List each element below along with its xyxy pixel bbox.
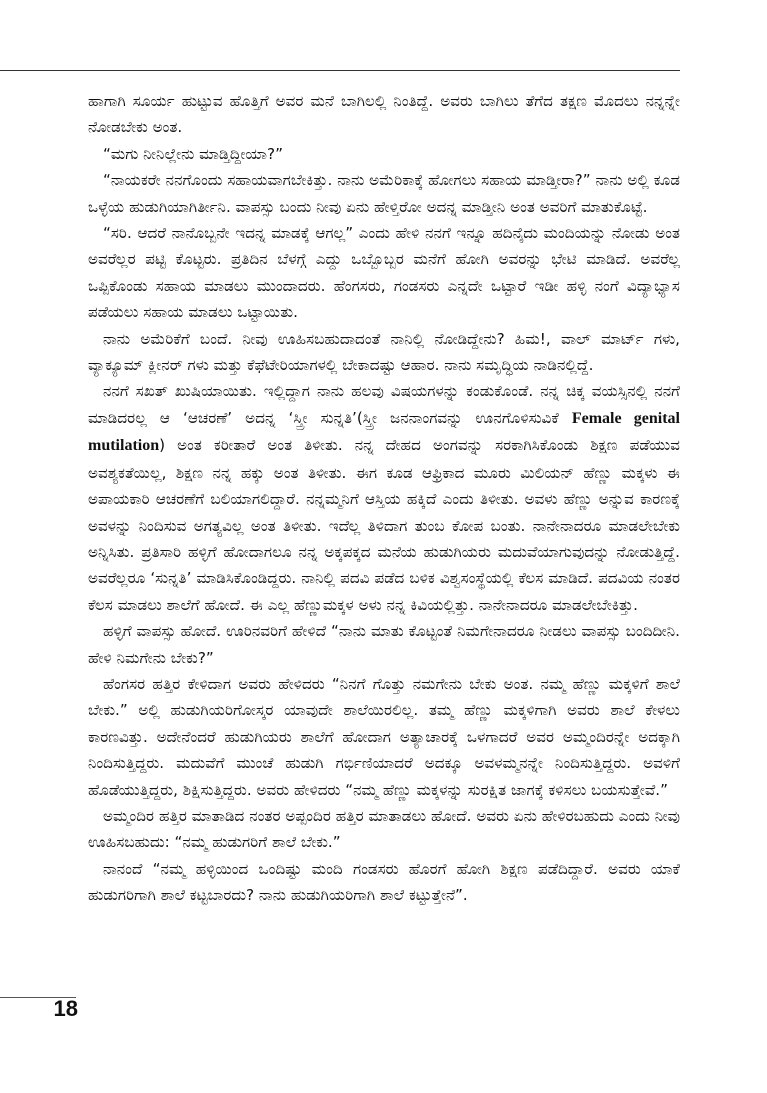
paragraph: ಹಾಗಾಗಿ ಸೂರ್ಯ ಹುಟ್ಟುವ ಹೊತ್ತಿಗೆ ಅವರ ಮನೆ ಬಾಗಿಲಲ್ಲಿ ನಿಂತಿದ್ದೆ. ಅವರು ಬಾಗಿಲು ತೆಗೆದ ತಕ್ಷಣ ಮೊದಲು ನನ್ನನ್ನೇ ನೋಡಬೇಕು ಅಂತ. bbox=[88, 92, 680, 137]
paragraph: ನಾನು ಅಮೆರಿಕೆಗೆ ಬಂದೆ. ನೀವು ಊಹಿಸಬಹುದಾದಂತೆ ನಾನಿಲ್ಲಿ ನೋಡಿದ್ದೇನು? ಹಿಮ!, ವಾಲ್ ಮಾರ್ಟ್ ಗಳು, ವ್ಯಾಕ್ಯೂಮ್ ಕ್ಲೀನರ್ ಗಳು ಮತ್ತು ಕೆಫೆಟೇರಿಯಾಗಳಲ್ಲಿ ಬೇಕಾದಷ್ಟು ಆಹಾರ. ನಾನು ಸಮೃದ್ಧಿಯ ನಾಡಿನಲ್ಲಿದ್ದೆ. bbox=[88, 329, 680, 375]
body-text bbox=[88, 88, 680, 909]
paragraph: ಅಮ್ಮಂದಿರ ಹತ್ತಿರ ಮಾತಾಡಿದ ನಂತರ ಅಪ್ಪಂದಿರ ಹತ್ತಿರ ಮಾತಾಡಲು ಹೋದೆ. ಅವರು ಏನು ಹೇಳಿರಬಹುದು ಎಂದು ನೀವು ಊಹಿಸಬಹುದು: “ನಮ್ಮ ಹುಡುಗರಿಗೆ ಶಾಲೆ ಬೇಕು.” bbox=[88, 806, 680, 852]
paragraph: “ಮಗು ನೀನಿಲ್ಲೇನು ಮಾಡ್ತಿದ್ದೀಯಾ?” bbox=[103, 144, 283, 163]
paragraph: “ಸರಿ. ಆದರೆ ನಾನೊಬ್ಬನೇ ಇದನ್ನ ಮಾಡಕ್ಕೆ ಆಗಲ್ಲ” ಎಂದು ಹೇಳಿ ನನಗೆ ಇನ್ನೂ ಹದಿನೈದು ಮಂದಿಯನ್ನು ನೋಡು ಅಂತ ಅವರೆಲ್ಲರ ಪಟ್ಟಿ ಕೊಟ್ಟರು. ಪ್ರತಿದಿನ ಬೆಳಗ್ಗೆ ಎದ್ದು ಒಬ್ಬೊಬ್ಬರ ಮನೆಗೆ ಹೋಗಿ ಅವರನ್ನು ಭೇಟಿ ಮಾಡಿದೆ. ಅವರೆಲ್ಲ ಒಪ್ಪಿಕೊಂಡು ಸಹಾಯ ಮಾಡಲು ಮುಂದಾದರು. ಹೆಂಗಸರು, ಗಂಡಸರು ಎನ್ನದೇ ಒಟ್ಟಾರೆ ಇಡೀ ಹಳ್ಳಿ ನಂಗೆ ವಿದ್ಯಾಭ್ಯಾಸ ಪಡೆಯಲು ಸಹಾಯ ಮಾಡಲು ಒಟ್ಟಾಯಿತು. bbox=[88, 224, 680, 322]
paragraph-text: ನನಗೆ ಸಖತ್ ಖುಷಿಯಾಯಿತು. ಇಲ್ಲಿದ್ದಾಗ ನಾನು ಹಲವು ವಿಷಯಗಳನ್ನು ಕಂಡುಕೊಂಡೆ. ನನ್ನ ಚಿಕ್ಕ ವಯಸ್ಸಿನಲ್ಲಿ ನನಗೆ ಮಾಡಿದರಲ್ಲ ಆ ‘ಆಚರಣೆ’ ಅದನ್ನ ‘ಸ್ತ್ರೀ ಸುನ್ನತಿ’(ಸ್ತ್ರೀ ಜನನಾಂಗವನ್ನು ಊನಗೊಳಿಸುವಿಕೆ bbox=[88, 382, 680, 427]
header-rule bbox=[0, 70, 680, 71]
paragraph: ಹಳ್ಳಿಗೆ ವಾಪಸ್ಸು ಹೋದೆ. ಊರಿನವರಿಗೆ ಹೇಳಿದೆ “ನಾನು ಮಾತು ಕೊಟ್ಟಂತೆ ನಿಮಗೇನಾದರೂ ನೀಡಲು ವಾಪಸ್ಸು ಬಂದಿದೀನಿ. ಹೇಳಿ ನಿಮಗೇನು ಬೇಕು?” bbox=[88, 622, 680, 667]
paragraph bbox=[88, 378, 680, 618]
paragraph: ನಾನಂದೆ “ನಮ್ಮ ಹಳ್ಳಿಯಿಂದ ಒಂದಿಷ್ಟು ಮಂದಿ ಗಂಡಸರು ಹೊರಗೆ ಹೋಗಿ ಶಿಕ್ಷಣ ಪಡೆದಿದ್ದಾರೆ. ಅವರು ಯಾಕೆ ಹುಡುಗರಿಗಾಗಿ ಶಾಲೆ ಕಟ್ಟಬಾರದು? ನಾನು ಹುಡುಗಿಯರಿಗಾಗಿ ಶಾಲೆ ಕಟ್ಟುತ್ತೇನೆ”. bbox=[88, 859, 680, 905]
paragraph: “ನಾಯಕರೇ ನನಗೊಂದು ಸಹಾಯವಾಗಬೇಕಿತ್ತು. ನಾನು ಅಮೆರಿಕಾಕ್ಕೆ ಹೋಗಲು ಸಹಾಯ ಮಾಡ್ತೀರಾ?” ನಾನು ಅಲ್ಲಿ ಕೂಡ ಒಳ್ಳೆಯ ಹುಡುಗಿಯಾಗಿರ್ತೀನಿ. ವಾಪಸ್ಸು ಬಂದು ನೀವು ಏನು ಹೇಳ್ತಿರೋ ಅದನ್ನ ಮಾಡ್ತೀನಿ ಅಂತ ಅವರಿಗೆ ಮಾತುಕೊಟ್ಟೆ. bbox=[88, 171, 680, 216]
page-number: 18 bbox=[53, 996, 78, 1021]
paragraph-text: ) ಅಂತ ಕರೀತಾರೆ ಅಂತ ತಿಳೀತು. ನನ್ನ ದೇಹದ ಅಂಗವನ್ನು ಸರಕಾಗಿಸಿಕೊಂಡು ಶಿಕ್ಷಣ ಪಡೆಯುವ ಅವಶ್ಯಕತೆಯಿಲ್ಲ, ಶಿಕ್ಷಣ ನನ್ನ ಹಕ್ಕು ಅಂತ ತಿಳೀತು. ಈಗ ಕೂಡ ಆಫ್ರಿಕಾದ ಮೂರು ಮಿಲಿಯನ್ ಹೆಣ್ಣು ಮಕ್ಕಳು ಈ ಅಪಾಯಕಾರಿ ಆಚರಣೆಗೆ ಬಲಿಯಾಗಲಿದ್ದಾರೆ. ನನ್ನಮ್ಮನಿಗೆ ಆಸ್ತಿಯ ಹಕ್ಕಿದೆ ಎಂದು ತಿಳೀತು. ಅವಳು ಹೆಣ್ಣು ಅನ್ನುವ ಕಾರಣಕ್ಕೆ ಅವಳನ್ನು ನಿಂದಿಸುವ ಅಗತ್ಯವಿಲ್ಲ ಅಂತ ತಿಳೀತು. ಇದೆಲ್ಲ ತಿಳಿದಾಗ ತುಂಬ ಕೋಪ ಬಂತು. ನಾನೇನಾದರೂ ಮಾಡಲೇಬೇಕು ಅನ್ನಿಸಿತು. ಪ್ರತಿಸಾರಿ ಹಳ್ಳಿಗೆ ಹೋದಾಗಲೂ ನನ್ನ ಅಕ್ಕಪಕ್ಕದ ಮನೆಯ ಹುಡುಗಿಯರು ಮದುವೆಯಾಗುವುದನ್ನು ನೋಡುತ್ತಿದ್ದೆ. ಅವರೆಲ್ಲರೂ ‘ಸುನ್ನತಿ’ ಮಾಡಿಸಿಕೊಂಡಿದ್ದರು. ನಾನಿಲ್ಲಿ ಪದವಿ ಪಡೆದ ಬಳಿಕ ವಿಶ್ವಸಂಸ್ಥೆಯಲ್ಲಿ ಕೆಲಸ ಮಾಡಿದೆ. ಪದವಿಯ ನಂತರ ಕೆಲಸ ಮಾಡಲು ಶಾಲೆಗೆ ಹೋದೆ. ಈ ಎಲ್ಲ ಹೆಣ್ಣುಮಕ್ಕಳ ಅಳು ನನ್ನ ಕಿವಿಯಲ್ಲಿತ್ತು. ನಾನೇನಾದರೂ ಮಾಡಲೇಬೇಕಿತ್ತು. bbox=[88, 436, 680, 614]
english-term: Female genital mutilation bbox=[88, 409, 681, 455]
paragraph: ಹೆಂಗಸರ ಹತ್ತಿರ ಕೇಳಿದಾಗ ಅವರು ಹೇಳಿದರು “ನಿನಗೆ ಗೊತ್ತು ನಮಗೇನು ಬೇಕು ಅಂತ. ನಮ್ಮ ಹೆಣ್ಣು ಮಕ್ಕಳಿಗೆ ಶಾಲೆ ಬೇಕು.” ಅಲ್ಲಿ ಹುಡುಗಿಯರಿಗೋಸ್ಕರ ಯಾವುದೇ ಶಾಲೆಯಿರಲಿಲ್ಲ. ತಮ್ಮ ಹೆಣ್ಣು ಮಕ್ಕಳಿಗಾಗಿ ಅವರು ಶಾಲೆ ಕೇಳಲು ಕಾರಣವಿತ್ತು. ಅದೇನೆಂದರೆ ಹುಡುಗಿಯರು ಶಾಲೆಗೆ ಹೋದಾಗ ಅತ್ಯಾಚಾರಕ್ಕೆ ಒಳಗಾದರೆ ಅವರ ಅಮ್ಮಂದಿರನ್ನೇ ಅದಕ್ಕಾಗಿ ನಿಂದಿಸುತ್ತಿದ್ದರು. ಮದುವೆಗೆ ಮುಂಚೆ ಹುಡುಗಿ ಗರ್ಭಿಣಿಯಾದರೆ ಅದಕ್ಕೂ ಅವಳಮ್ಮನನ್ನೇ ನಿಂದಿಸುತ್ತಿದ್ದರು. ಅವಳಿಗೆ ಹೊಡೆಯುತ್ತಿದ್ದರು, ಶಿಕ್ಷಿಸುತ್ತಿದ್ದರು. ಅವರು ಹೇಳಿದರು “ನಮ್ಮ ಹೆಣ್ಣು ಮಕ್ಕಳನ್ನು ಸುರಕ್ಷಿತ ಜಾಗಕ್ಕೆ ಕಳಿಸಲು ಬಯಸುತ್ತೇವೆ.” bbox=[88, 674, 680, 799]
